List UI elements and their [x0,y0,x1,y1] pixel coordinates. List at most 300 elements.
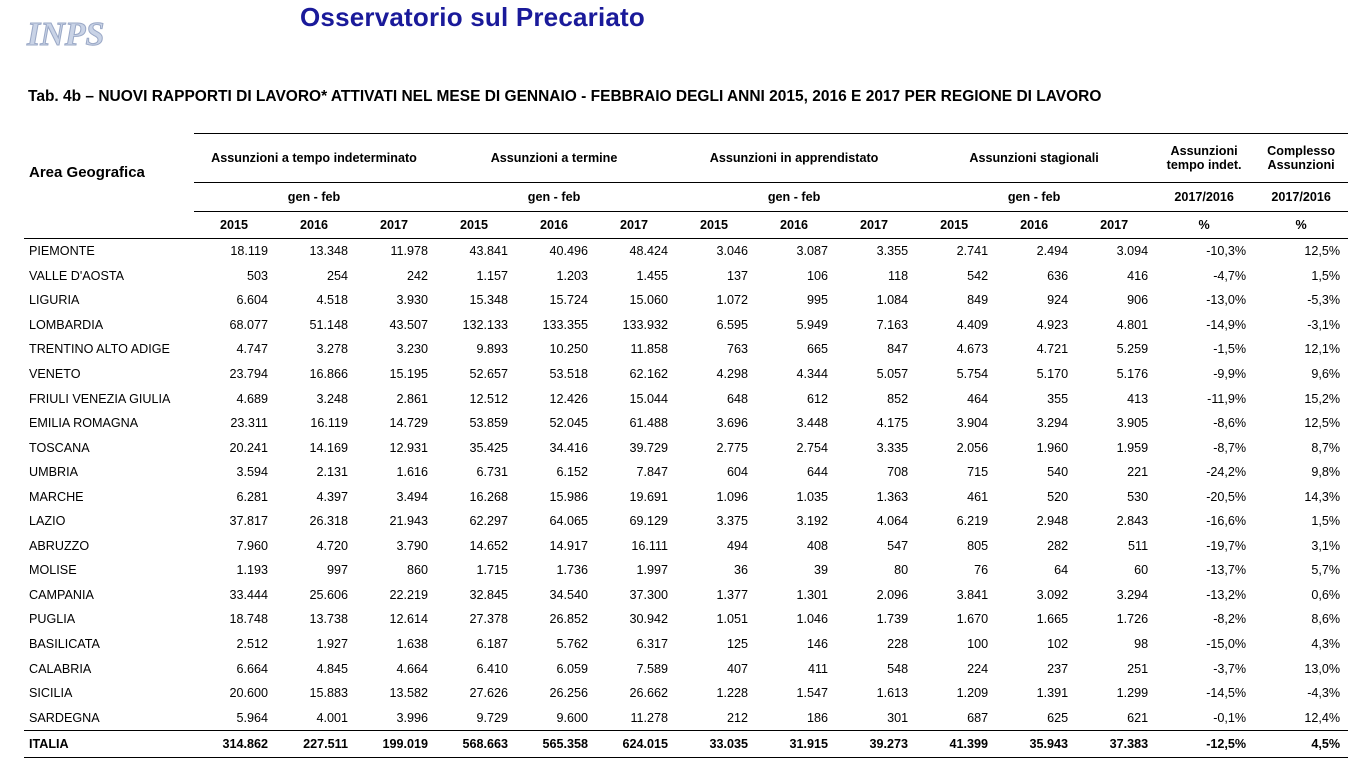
value-cell: 3.294 [1036,416,1069,431]
value-cell: 227.511 [274,730,354,757]
value-cell: 4.298 [716,367,749,381]
table-row [24,460,1348,485]
region-name: EMILIA ROMAGNA [29,416,139,431]
value-cell: 1.301 [796,587,829,602]
value-cell: 1.051 [716,612,749,627]
value-cell: 26.852 [549,612,589,627]
value-cell: 4.801 [1116,317,1149,332]
value-cell: 199.019 [354,730,434,757]
value-cell: 64 [1054,563,1069,578]
value-cell: 37.300 [629,587,669,602]
year-header: 2016 [754,212,834,239]
hiring-table [24,133,1348,758]
value-cell: 1.157 [476,268,509,283]
percent-header: % [1254,212,1348,239]
value-cell: 1.046 [796,612,829,627]
value-cell: 1.960 [1036,440,1069,455]
value-cell: 15.195 [389,367,429,381]
value-cell: 1.228 [716,686,749,701]
value-cell: 224 [967,661,989,676]
value-cell: 413 [1127,391,1149,406]
period-header: gen - feb [674,183,914,212]
value-cell: 3.494 [396,489,429,504]
value-cell: 33.035 [674,730,754,757]
value-cell: 461 [967,489,989,504]
table-row [24,264,1348,289]
percent-cell: 3,1% [1311,538,1341,553]
value-cell: 4.721 [1036,342,1069,357]
value-cell: 997 [326,563,348,578]
value-cell: 26.662 [629,686,669,701]
percent-cell: 0,6% [1311,587,1341,602]
value-cell: 18.748 [229,612,268,627]
value-cell: 41.399 [914,730,994,757]
value-cell: 6.219 [956,514,989,529]
percent-cell: 9,8% [1311,465,1341,480]
year-header: 2016 [994,212,1074,239]
region-name: TOSCANA [29,440,90,455]
percent-cell: -24,2% [1206,465,1247,480]
value-cell: 53.518 [549,367,589,381]
value-cell: 15.044 [629,391,669,406]
value-cell: 3.790 [396,538,429,553]
value-cell: 6.410 [476,661,509,676]
value-cell: 636 [1047,268,1069,283]
value-cell: 212 [727,710,749,725]
value-cell: 6.152 [556,465,589,480]
value-cell: 621 [1127,710,1149,725]
value-cell: 13.582 [389,686,429,701]
percent-cell: 15,2% [1304,391,1341,406]
percent-cell: 9,6% [1311,367,1341,381]
table-row [24,558,1348,583]
value-cell: 1.736 [556,563,589,578]
value-cell: 1.455 [636,268,669,283]
value-cell: 3.696 [716,416,749,431]
table-row [24,509,1348,534]
table-row [24,583,1348,608]
table-row [24,337,1348,362]
value-cell: 612 [807,391,829,406]
value-cell: 2.512 [236,637,268,652]
value-cell: 133.932 [622,317,669,332]
period-header: gen - feb [194,183,434,212]
value-cell: 411 [807,661,829,676]
percent-cell: -8,2% [1213,612,1247,627]
value-cell: 7.960 [236,538,268,553]
table-row [24,632,1348,657]
value-cell: 1.715 [476,563,509,578]
value-cell: 565.358 [514,730,594,757]
value-cell: 1.072 [716,293,749,308]
value-cell: 237 [1047,661,1069,676]
value-cell: 23.311 [230,416,268,431]
value-cell: 16.268 [469,489,509,504]
year-header: 2015 [674,212,754,239]
value-cell: 4.720 [316,538,348,553]
value-cell: 26.318 [309,514,348,529]
value-cell: 5.762 [556,637,589,652]
region-name: CAMPANIA [29,587,94,602]
value-cell: 22.219 [389,587,429,602]
value-cell: 1.096 [716,489,749,504]
group-header-complesso: Complesso Assunzioni [1254,134,1348,183]
percent-cell: -13,2% [1206,587,1247,602]
value-cell: 604 [727,465,749,480]
value-cell: 2.754 [796,440,829,455]
table-row [24,681,1348,706]
value-cell: 6.604 [236,293,268,308]
value-cell: 221 [1127,465,1149,480]
value-cell: 6.317 [636,637,669,652]
value-cell: 3.904 [956,416,989,431]
value-cell: 228 [887,637,909,652]
value-cell: 16.866 [309,367,348,381]
percent-cell: -3,1% [1307,317,1341,332]
value-cell: 39 [814,563,829,578]
table-row [24,435,1348,460]
value-cell: 2.131 [316,465,348,480]
value-cell: 282 [1047,538,1069,553]
value-cell: 3.046 [716,244,749,259]
value-cell: 15.883 [309,686,348,701]
table-row [24,534,1348,559]
value-cell: 40.496 [549,244,589,259]
value-cell: 62.297 [469,514,509,529]
value-cell: 60 [1134,563,1149,578]
value-cell: 21.943 [389,514,429,529]
percent-cell: 8,7% [1311,440,1341,455]
table-row [24,484,1348,509]
percent-cell: 12,5% [1304,416,1341,431]
value-cell: 3.230 [396,342,429,357]
value-cell: 301 [887,710,909,725]
value-cell: 1.193 [236,563,268,578]
value-cell: 1.616 [396,465,429,480]
value-cell: 1.299 [1116,686,1149,701]
value-cell: 102 [1047,637,1069,652]
percent-cell: 13,0% [1304,661,1341,676]
percent-cell: -16,6% [1206,514,1247,529]
value-cell: 118 [888,268,909,283]
value-cell: 1.547 [796,686,829,701]
empty-header-cell [24,212,194,239]
value-cell: 1.997 [636,563,669,578]
value-cell: 540 [1047,465,1069,480]
value-cell: 6.595 [716,317,749,332]
table-row [24,288,1348,313]
value-cell: 924 [1047,293,1069,308]
year-header: 2017 [1074,212,1154,239]
value-cell: 133.355 [542,317,589,332]
region-name: MOLISE [29,563,77,578]
value-cell: 5.176 [1116,367,1149,381]
value-cell: 3.375 [716,514,749,529]
value-cell: 648 [727,391,749,406]
ratio-header: 2017/2016 [1154,183,1254,212]
value-cell: 2.494 [1036,244,1069,259]
region-name: ABRUZZO [29,538,90,553]
value-cell: 9.893 [476,342,509,357]
value-cell: 3.278 [316,342,348,357]
region-name: LAZIO [29,514,66,529]
value-cell: 12.931 [389,440,429,455]
value-cell: 3.192 [796,514,829,529]
value-cell: 314.862 [194,730,274,757]
value-cell: 52.657 [469,367,509,381]
value-cell: 15.348 [469,293,509,308]
table-row [24,362,1348,387]
region-name: PUGLIA [29,612,76,627]
value-cell: 35.943 [994,730,1074,757]
table-row [24,313,1348,338]
value-cell: 860 [407,563,429,578]
percent-cell: -14,9% [1206,317,1247,332]
value-cell: 132.133 [462,317,509,332]
value-cell: 3.248 [316,391,348,406]
value-cell: 11.278 [630,710,669,725]
value-cell: 4.923 [1036,317,1069,332]
percent-cell: 4,5% [1254,730,1348,757]
value-cell: 1.739 [876,612,909,627]
value-cell: 644 [807,465,829,480]
value-cell: 36 [734,563,749,578]
group-header-stagionali: Assunzioni stagionali [914,134,1154,183]
value-cell: 11.978 [390,244,429,259]
percent-cell: 12,5% [1304,244,1341,259]
region-name: SARDEGNA [29,710,100,725]
value-cell: 547 [887,538,909,553]
value-cell: 2.056 [956,440,989,455]
value-cell: 4.664 [396,661,429,676]
value-cell: 1.377 [716,587,749,602]
region-name: PIEMONTE [29,244,95,259]
percent-cell: -19,7% [1206,538,1247,553]
group-header-indeterminato: Assunzioni a tempo indeterminato [194,134,434,183]
table-row [24,411,1348,436]
value-cell: 27.626 [469,686,509,701]
percent-cell: -3,7% [1213,661,1247,676]
value-cell: 763 [727,342,749,357]
value-cell: 624.015 [594,730,674,757]
value-cell: 13.348 [309,244,348,259]
percent-cell: 8,6% [1311,612,1341,627]
value-cell: 520 [1047,489,1069,504]
group-header-apprendistato: Assunzioni in apprendistato [674,134,914,183]
area-header: Area Geografica [29,163,145,181]
value-cell: 27.378 [469,612,509,627]
value-cell: 23.794 [229,367,268,381]
percent-cell: -10,3% [1206,244,1247,259]
value-cell: 3.930 [396,293,429,308]
value-cell: 76 [974,563,989,578]
value-cell: 2.843 [1116,514,1149,529]
value-cell: 35.425 [469,440,509,455]
value-cell: 4.845 [316,661,348,676]
value-cell: 12.426 [549,391,589,406]
value-cell: 464 [967,391,989,406]
value-cell: 805 [967,538,989,553]
value-cell: 98 [1134,637,1149,652]
value-cell: 1.035 [796,489,829,504]
value-cell: 186 [807,710,829,725]
percent-cell: 1,5% [1311,514,1341,529]
percent-cell: 5,7% [1311,563,1341,578]
ratio-header: 2017/2016 [1254,183,1348,212]
region-name: BASILICATA [29,637,100,652]
value-cell: 25.606 [309,587,348,602]
percent-cell: -4,3% [1307,686,1341,701]
percent-cell: 14,3% [1304,489,1341,504]
value-cell: 31.915 [754,730,834,757]
value-cell: 106 [807,268,829,283]
value-cell: 137 [727,268,749,283]
value-cell: 3.448 [796,416,829,431]
value-cell: 6.059 [556,661,589,676]
region-name: VALLE D'AOSTA [29,268,125,283]
value-cell: 37.383 [1074,730,1154,757]
value-cell: 11.858 [630,342,669,357]
value-cell: 847 [887,342,909,357]
region-name: UMBRIA [29,465,78,480]
region-name: TRENTINO ALTO ADIGE [29,342,170,357]
value-cell: 530 [1127,489,1149,504]
value-cell: 10.250 [549,342,589,357]
value-cell: 48.424 [629,244,669,259]
value-cell: 2.096 [876,587,909,602]
percent-cell: -0,1% [1213,710,1247,725]
value-cell: 849 [967,293,989,308]
value-cell: 15.060 [629,293,669,308]
value-cell: 3.594 [236,465,268,480]
value-cell: 16.119 [310,416,348,431]
value-cell: 53.859 [469,416,509,431]
region-name: LIGURIA [29,293,80,308]
year-header: 2015 [194,212,274,239]
value-cell: 14.652 [469,538,509,553]
region-name: LOMBARDIA [29,317,104,332]
value-cell: 15.724 [549,293,589,308]
percent-cell: -12,5% [1154,730,1254,757]
value-cell: 9.600 [556,710,589,725]
value-cell: 52.045 [549,416,589,431]
value-cell: 4.001 [316,710,348,725]
value-cell: 503 [246,268,268,283]
table-caption: Tab. 4b – NUOVI RAPPORTI DI LAVORO* ATTIVATI NEL MESE DI GENNAIO - FEBBRAIO DEGLI ANNI 2015, 2016 E 2017 PER REGIONE DI LAVORO [28,88,1102,105]
value-cell: 665 [807,342,829,357]
value-cell: 1.391 [1036,686,1069,701]
value-cell: 2.775 [716,440,749,455]
value-cell: 4.175 [876,416,909,431]
value-cell: 7.847 [636,465,669,480]
value-cell: 39.273 [834,730,914,757]
value-cell: 5.057 [876,367,909,381]
table-row [24,705,1348,730]
value-cell: 408 [807,538,829,553]
group-header-tempo-indet: Assunzioni tempo indet. [1154,134,1254,183]
value-cell: 14.729 [389,416,429,431]
value-cell: 4.409 [956,317,989,332]
value-cell: 34.416 [549,440,589,455]
value-cell: 7.163 [876,317,909,332]
percent-cell: -11,9% [1207,391,1247,406]
percent-cell: 1,5% [1311,268,1341,283]
table-row [24,656,1348,681]
percent-cell: -8,6% [1213,416,1247,431]
region-name: VENETO [29,367,81,381]
region-name: CALABRIA [29,661,92,676]
year-header: 2016 [514,212,594,239]
region-name: ITALIA [24,730,194,757]
value-cell: 542 [967,268,989,283]
value-cell: 4.673 [956,342,989,357]
value-cell: 906 [1127,293,1149,308]
value-cell: 1.670 [956,612,989,627]
value-cell: 1.959 [1116,440,1149,455]
value-cell: 34.540 [549,587,589,602]
value-cell: 2.741 [956,244,989,259]
value-cell: 43.841 [469,244,509,259]
value-cell: 3.094 [1116,244,1149,259]
value-cell: 3.087 [796,244,829,259]
value-cell: 3.355 [876,244,909,259]
value-cell: 1.638 [396,637,429,652]
value-cell: 62.162 [629,367,669,381]
value-cell: 20.600 [229,686,268,701]
value-cell: 5.754 [956,367,989,381]
value-cell: 4.344 [796,367,829,381]
value-cell: 715 [967,465,989,480]
value-cell: 1.084 [876,293,909,308]
value-cell: 43.507 [389,317,429,332]
value-cell: 1.927 [316,637,348,652]
value-cell: 6.281 [236,489,268,504]
table-row [24,386,1348,411]
year-header: 2017 [834,212,914,239]
value-cell: 4.064 [876,514,909,529]
percent-cell: -20,5% [1206,489,1247,504]
percent-cell: -1,5% [1213,342,1247,357]
value-cell: 9.729 [476,710,509,725]
value-cell: 15.986 [549,489,589,504]
value-cell: 251 [1127,661,1149,676]
value-cell: 5.170 [1036,367,1069,381]
value-cell: 1.665 [1036,612,1069,627]
year-header: 2016 [274,212,354,239]
value-cell: 69.129 [629,514,669,529]
value-cell: 80 [894,563,909,578]
value-cell: 14.169 [309,440,348,455]
value-cell: 51.148 [309,317,348,332]
value-cell: 3.996 [396,710,429,725]
percent-cell: -9,9% [1213,367,1247,381]
value-cell: 20.241 [229,440,268,455]
value-cell: 494 [727,538,749,553]
value-cell: 407 [727,661,749,676]
value-cell: 3.905 [1116,416,1149,431]
value-cell: 30.942 [629,612,669,627]
value-cell: 4.518 [316,293,348,308]
value-cell: 4.689 [236,391,268,406]
value-cell: 14.917 [549,538,589,553]
period-header: gen - feb [914,183,1154,212]
percent-cell: -14,5% [1206,686,1247,701]
percent-cell: 12,1% [1304,342,1341,357]
svg-text:INPS: INPS [27,16,105,53]
percent-cell: 4,3% [1311,637,1341,652]
value-cell: 146 [807,637,829,652]
value-cell: 1.613 [876,686,909,701]
